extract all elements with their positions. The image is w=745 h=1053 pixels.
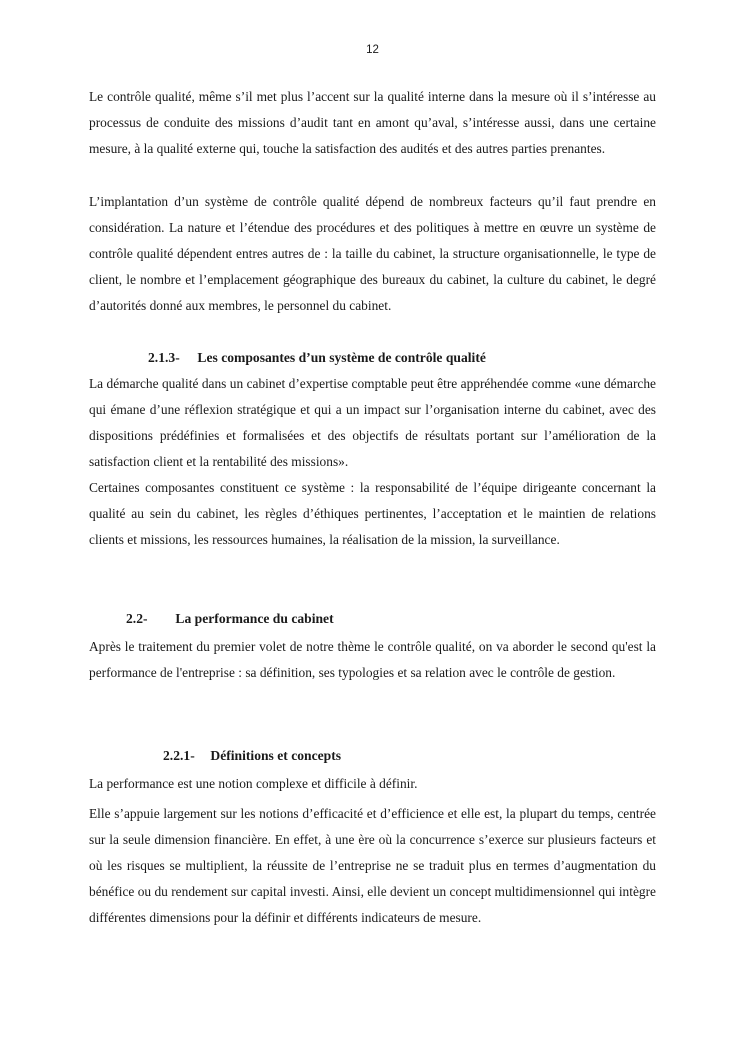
heading-title: Les composantes d’un système de contrôle qualité [197,350,486,365]
paragraph-text: Certaines composantes constituent ce système : la responsabilité de l’équipe dirigeante concernant la qualité au sein du cabinet, les règles d’éthiques pertinentes, l’acceptation et le maintien de relations clients et missions, les ressources humaines, la réalisation de la mission, la surveillance. [89,480,656,547]
paragraph-text: Le contrôle qualité, même s’il met plus l’accent sur la qualité interne dans la mesure où il s’intéresse au processus de conduite des missions d’audit tant en amont qu’aval, s’intéresse aussi, dans une certaine mesure, à la qualité externe qui, touche la satisfaction des audités et des autres parties prenantes. [89,89,656,156]
paragraph [89,771,656,797]
page-number: 12 [366,44,379,56]
section-heading [163,743,730,769]
heading-number: 2.2.1- [163,748,195,763]
heading-title: Définitions et concepts [210,748,342,763]
paragraph [89,371,656,475]
heading-number: 2.1.3- [148,350,180,365]
paragraph [89,84,656,162]
heading-number: 2.2- [126,611,148,626]
section-heading [148,345,715,371]
paragraph [89,801,656,931]
paragraph-text: La performance est une notion complexe et difficile à définir. [89,776,418,791]
paragraph-text: La démarche qualité dans un cabinet d’expertise comptable peut être appréhendée comme «une démarche qui émane d’une réflexion stratégique et qui a un impact sur l’organisation interne du cabinet, avec des dispositions prédéfinies et formalisées et des objectifs de résultats portant sur l’amélioration de la satisfaction client et la rentabilité des missions». [89,376,656,469]
paragraph [89,475,656,553]
paragraph [89,634,656,686]
paragraph [89,189,656,319]
paragraph-text: Elle s’appuie largement sur les notions d’efficacité et d’efficience et elle est, la plupart du temps, centrée sur la seule dimension financière. En effet, à une ère où la concurrence s’exerce sur plusieurs facteurs et où les risques se multiplient, la réussite de l’entreprise ne se traduit plus en termes d’augmentation du bénéfice ou du rendement sur capital investi. Ainsi, elle devient un concept multidimensionnel qui intègre différentes dimensions pour la définir et différents indicateurs de mesure. [89,806,656,925]
section-heading [126,606,693,632]
paragraph-text: L’implantation d’un système de contrôle qualité dépend de nombreux facteurs qu’il faut prendre en considération. La nature et l’étendue des procédures et des politiques à mettre en œuvre un système de contrôle qualité dépendent entres autres de : la taille du cabinet, la structure organisationnelle, le type de client, le nombre et l’emplacement géographique des bureaux du cabinet, la culture du cabinet, le degré d’autorités donné aux membres, le personnel du cabinet. [89,194,656,313]
paragraph-text: Après le traitement du premier volet de notre thème le contrôle qualité, on va aborder le second qu'est la performance de l'entreprise : sa définition, ses typologies et sa relation avec le contrôle de gestion. [89,639,656,680]
heading-title: La performance du cabinet [175,611,334,626]
